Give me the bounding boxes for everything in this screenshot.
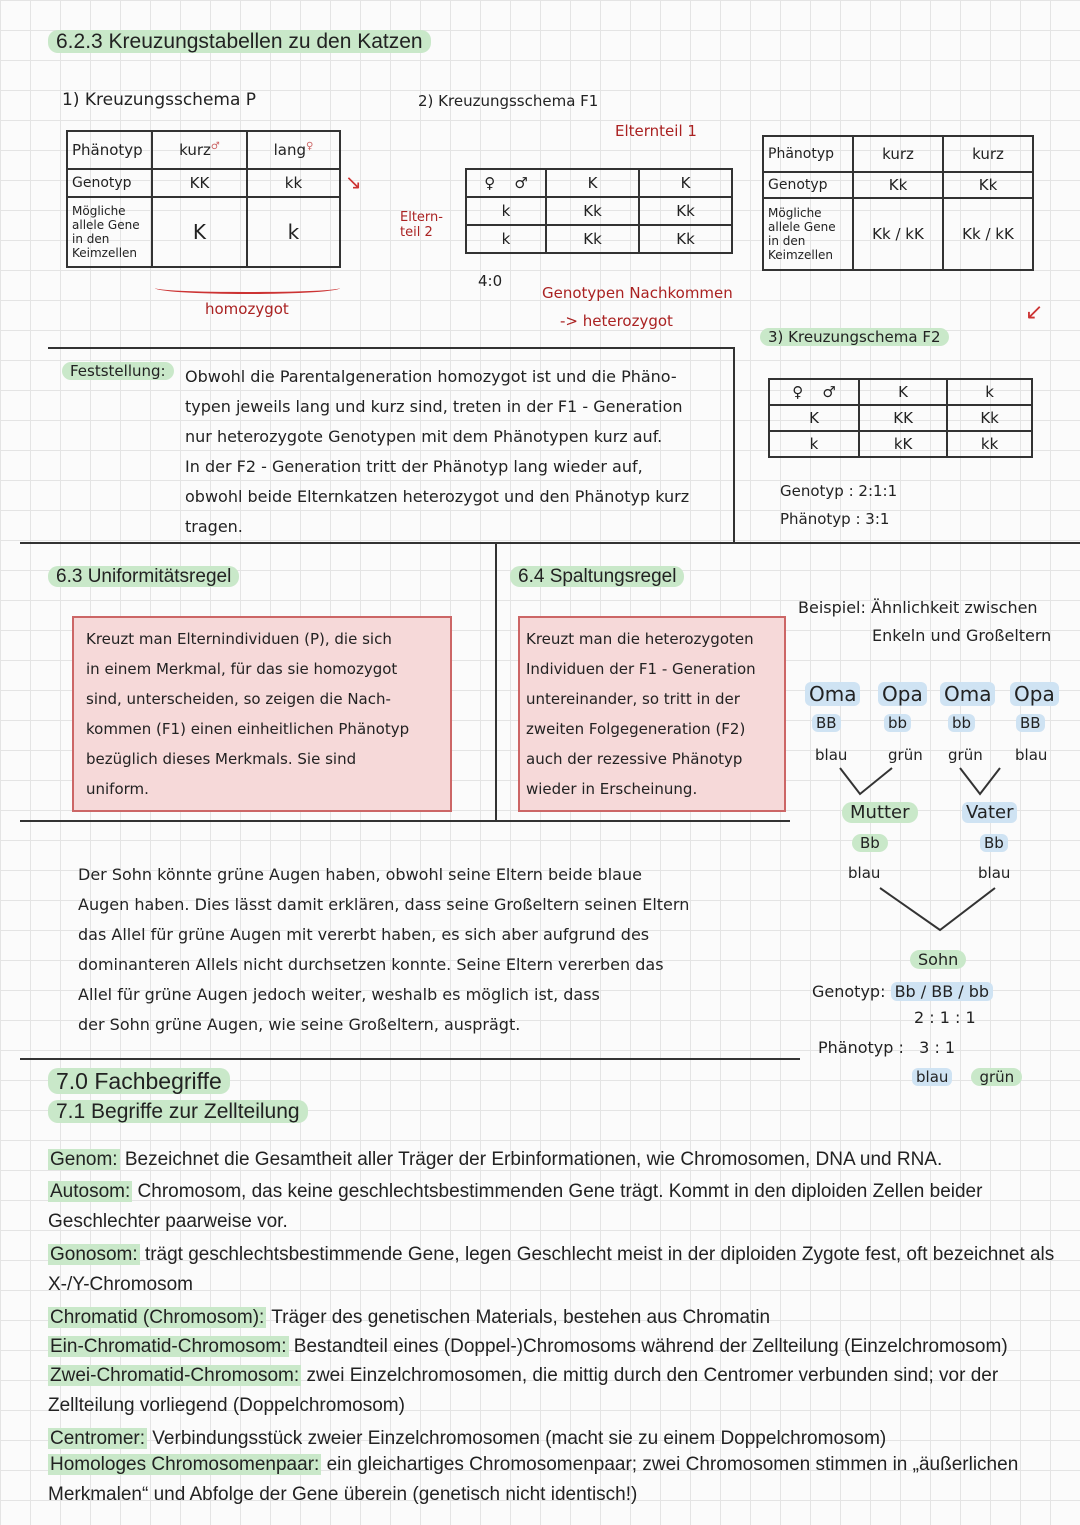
- cell: Kk / kK: [943, 198, 1033, 270]
- divider: [20, 1058, 800, 1060]
- fach-subtitle: 7.1 Begriffe zur Zellteilung: [48, 1100, 308, 1124]
- vater-gene: Bb: [980, 834, 1008, 852]
- cell: k: [466, 225, 546, 253]
- uniform-box: Kreuzt man Elternindividuen (P), die sich in einem Merkmal, für das sie homozygot sind, unterscheiden, so zeigen die Nach- kommen (F1) einen einheitlichen Phänotyp bezüglich dieses Merkmals. Sie sind uniform.: [72, 616, 452, 812]
- term-chromatid: Chromatid (Chromosom): Träger des genetischen Materials, bestehen aus Chromatin: [50, 1307, 771, 1328]
- cell: Mögliche allele Gene in den Keimzellen: [67, 197, 152, 267]
- divider: [733, 347, 735, 542]
- grandparent-3: Oma: [940, 682, 995, 706]
- cell: Genotyp: [763, 172, 853, 198]
- mutter-color: blau: [848, 864, 881, 882]
- cell: K: [546, 169, 639, 197]
- cell: kk: [247, 169, 340, 197]
- sohn-paragraph: Der Sohn könnte grüne Augen haben, obwohl seine Eltern beide blaue Augen haben. Dies lässt damit erklären, dass seine Großeltern seinen Eltern das Allel für grüne Augen mit vererbt haben, es sich aber aufgrund des dominanteren Allels nicht durchsetzen konnte. Seine Eltern vererben das Allel für grüne Augen jedoch weiter, weshalb es möglich ist, dass der Sohn grüne Augen, wie seine Großeltern, ausprägt.: [78, 865, 690, 1034]
- gene-2: bb: [884, 714, 911, 732]
- schema-f2-table: [768, 378, 1033, 458]
- fach-title: 7.0 Fachbegriffe: [48, 1068, 230, 1095]
- table-f1-right: [762, 135, 1034, 271]
- cell: ♀ ♂: [769, 379, 859, 405]
- cell: Kk: [947, 405, 1032, 431]
- cell: Kk: [853, 172, 943, 198]
- spaltung-box: Kreuzt man die heterozygoten Individuen der F1 - Generation untereinander, so tritt in der zweiten Folgegeneration (F2) auch der rezessive Phänotyp wieder in Erscheinung.: [518, 616, 786, 812]
- f2-phaenotyp: Phänotyp : 3:1: [780, 510, 890, 528]
- color-1: blau: [815, 746, 848, 764]
- beispiel-line2: Enkeln und Großeltern: [872, 626, 1052, 645]
- cell: kurz: [853, 136, 943, 172]
- ratio-f1: 4:0: [478, 272, 503, 290]
- term-genom: Genom: Bezeichnet die Gesamtheit aller Träger der Erbinformationen, wie Chromosomen, DNA und RNA.: [50, 1149, 943, 1170]
- mutter-gene: Bb: [852, 834, 888, 852]
- arrow-icon: ↘: [345, 170, 362, 194]
- schema-f1-label: 2) Kreuzungsschema F1: [418, 92, 599, 110]
- cell: K: [769, 405, 859, 431]
- mutter: Mutter: [842, 802, 918, 823]
- divider: [495, 542, 497, 820]
- cell: ♀ ♂: [466, 169, 546, 197]
- cell: Kk: [639, 197, 732, 225]
- divider: [48, 347, 733, 349]
- arrow-down-icon: ↙: [1025, 300, 1044, 325]
- heterozygot-note: -> heterozygot: [560, 312, 673, 330]
- cell: k: [247, 197, 340, 267]
- schema-f2-label: 3) Kreuzungschema F2: [760, 328, 949, 346]
- cell: k: [947, 379, 1032, 405]
- term-autosom: Autosom: Chromosom, das keine geschlechtsbestimmenden Gene trägt. Kommt in den diploiden Zellen beider Geschlechter paarweise vor.: [48, 1181, 983, 1232]
- divider: [20, 542, 1080, 544]
- grandparent-1: Oma: [805, 682, 860, 706]
- gene-3: bb: [948, 714, 975, 732]
- sohn-phaenotyp-colors: blau grün: [912, 1068, 1022, 1086]
- cell: Kk: [546, 225, 639, 253]
- genotypen-note: Genotypen Nachkommen: [542, 284, 733, 302]
- cell: Kk: [546, 197, 639, 225]
- cell: KK: [152, 169, 247, 197]
- term-zwei-chromatid: Zwei-Chromatid-Chromosom: zwei Einzelchromosomen, die mittig durch den Centromer verbunden sind; vor der Zellteilung vorliegend (Doppelchromosom): [48, 1365, 999, 1416]
- cell: KK: [859, 405, 947, 431]
- sohn-genotyp: Genotyp: Bb / BB / bb: [812, 982, 993, 1001]
- schema-f1-table: [465, 168, 733, 254]
- cell: Kk / kK: [853, 198, 943, 270]
- sohn-genotyp-ratio: 2 : 1 : 1: [914, 1008, 976, 1027]
- cell: K: [152, 197, 247, 267]
- schema-p-table: [66, 130, 341, 268]
- cell: k: [466, 197, 546, 225]
- cell: K: [859, 379, 947, 405]
- homozygot-note: homozygot: [205, 300, 289, 318]
- cell: lang♀: [247, 131, 340, 169]
- vater-color: blau: [978, 864, 1011, 882]
- divider: [20, 820, 790, 822]
- term-gonosom: Gonosom: trägt geschlechtsbestimmende Gene, legen Geschlecht meist in der diploiden Zygote fest, oft bezeichnet als X-/Y-Chromosom: [48, 1244, 1055, 1295]
- sohn-phaenotyp: Phänotyp : 3 : 1: [818, 1038, 956, 1057]
- cell: Phänotyp: [67, 131, 152, 169]
- feststellung-label: Feststellung:: [62, 362, 174, 380]
- color-2: grün: [888, 746, 923, 764]
- elternteil1-label: Elternteil 1: [615, 122, 697, 140]
- grandparent-2: Opa: [878, 682, 927, 706]
- feststellung-text: Obwohl die Parentalgeneration homozygot ist und die Phäno- typen jeweils lang und kurz sind, treten in der F1 - Generation nur heterozygote Genotypen mit dem Phänotypen kurz auf. In der F2 - Generation tritt der Phänotyp lang wieder auf, obwohl beide Elternkatzen heterozygot und den Phänotyp kurz tragen.: [185, 367, 690, 536]
- term-centromer: Centromer: Verbindungsstück zweier Einzelchromosomen (macht sie zu einem Doppelchromosom): [50, 1428, 887, 1449]
- cell: kurz♂: [152, 131, 247, 169]
- term-homologes: Homologes Chromosomenpaar: ein gleichartiges Chromosomenpaar; zwei Chromosomen stimmen in „äußerlichen Merkmalen“ und Abfolge der Gene überein (genetisch nicht identisch!): [48, 1454, 1019, 1505]
- underline-brace: [155, 282, 340, 294]
- cell: Kk: [639, 225, 732, 253]
- sohn: Sohn: [910, 950, 966, 969]
- gene-4: BB: [1016, 714, 1045, 732]
- term-ein-chromatid: Ein-Chromatid-Chromosom: Bestandteil eines (Doppel-)Chromosoms während der Zellteilung (Einzelchromosom): [50, 1336, 1008, 1357]
- vater: Vater: [962, 802, 1017, 823]
- elternteil2-label: Eltern-teil 2: [400, 210, 443, 240]
- cell: Genotyp: [67, 169, 152, 197]
- color-3: grün: [948, 746, 983, 764]
- cell: Mögliche allele Gene in den Keimzellen: [763, 198, 853, 270]
- cell: k: [769, 431, 859, 457]
- cell: Kk: [943, 172, 1033, 198]
- grandparent-4: Opa: [1010, 682, 1059, 706]
- schema-p-label: 1) Kreuzungsschema P: [62, 90, 257, 110]
- beispiel-line1: Beispiel: Ähnlichkeit zwischen: [798, 598, 1038, 617]
- f2-genotyp: Genotyp : 2:1:1: [780, 482, 898, 500]
- pedigree-lines: [800, 760, 1070, 960]
- cell: kK: [859, 431, 947, 457]
- gene-1: BB: [812, 714, 841, 732]
- cell: K: [639, 169, 732, 197]
- cell: kk: [947, 431, 1032, 457]
- spaltung-title: 6.4 Spaltungsregel: [510, 566, 684, 588]
- cell: kurz: [943, 136, 1033, 172]
- color-4: blau: [1015, 746, 1048, 764]
- cell: Phänotyp: [763, 136, 853, 172]
- uniform-title: 6.3 Uniformitätsregel: [48, 566, 239, 588]
- section-title: 6.2.3 Kreuzungstabellen zu den Katzen: [48, 30, 431, 54]
